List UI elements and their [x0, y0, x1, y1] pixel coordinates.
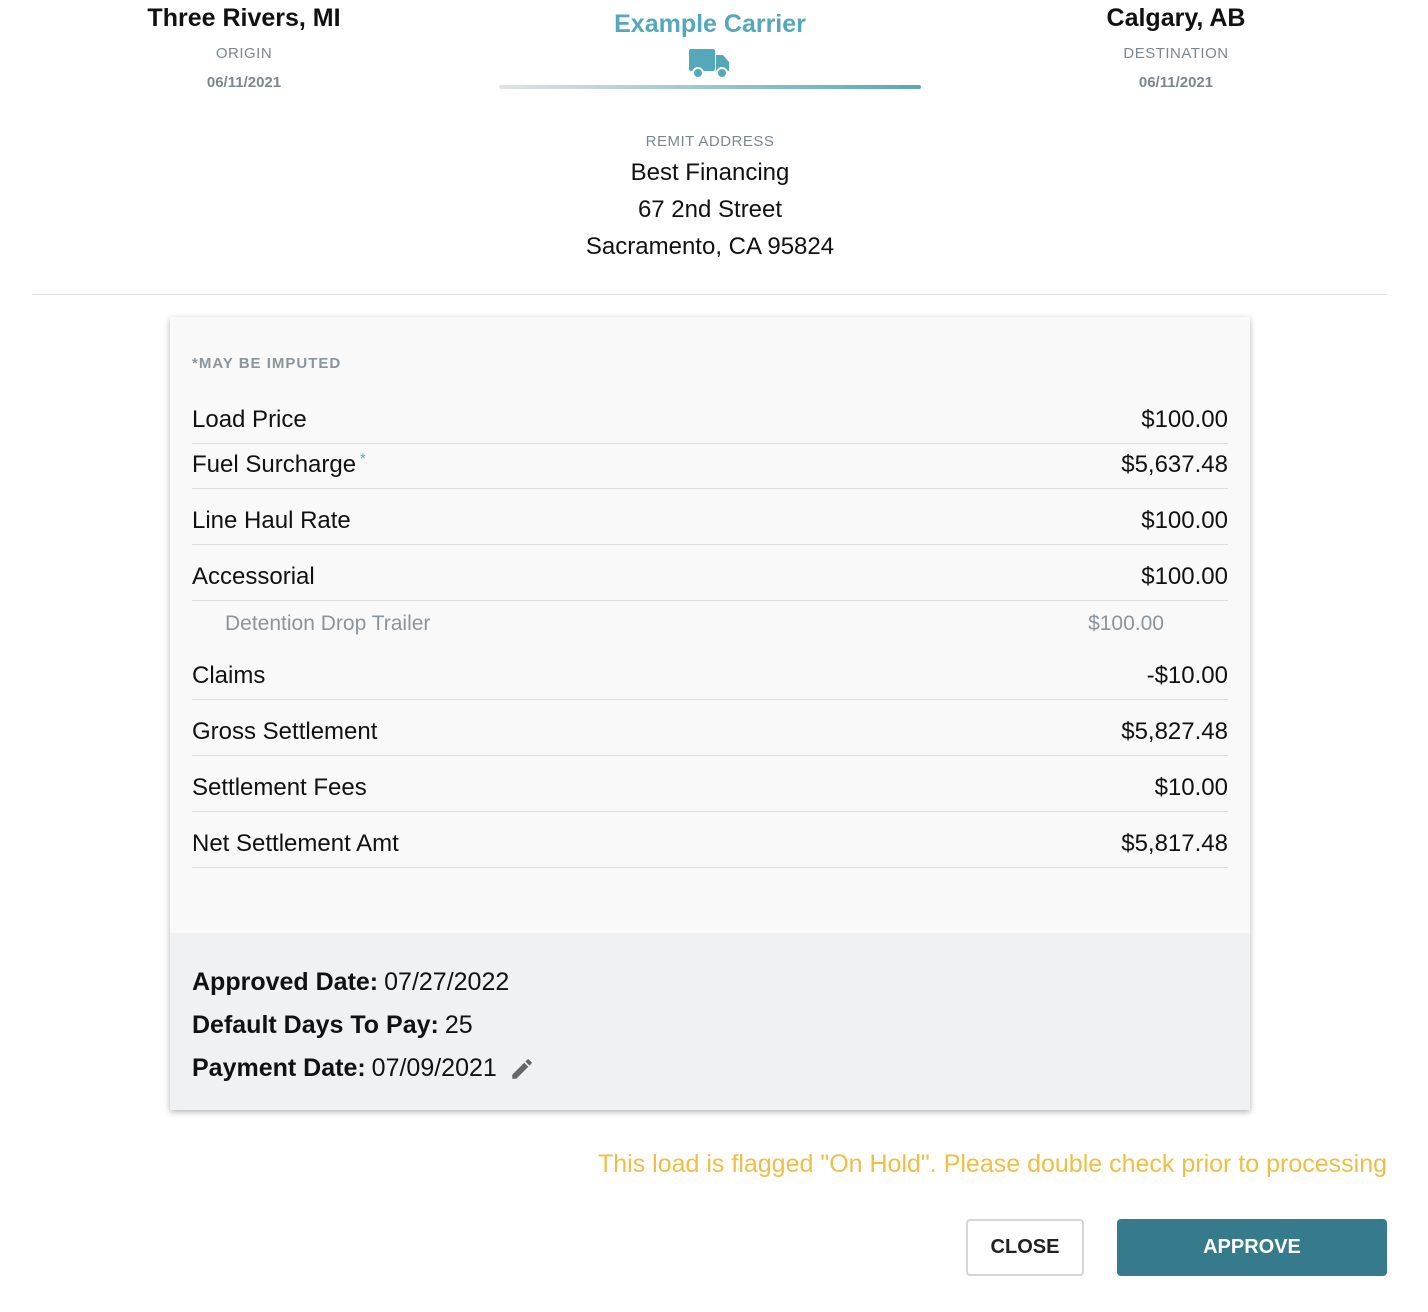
default-days-value: 25: [444, 1011, 473, 1039]
origin: [94, 0, 394, 91]
row-label: Net Settlement Amt: [192, 830, 399, 857]
remit-line: Best Financing: [630, 159, 790, 186]
row-label: Gross Settlement: [192, 718, 378, 745]
row-value: $100.00: [1141, 563, 1228, 590]
settlement-rows: [192, 400, 1228, 868]
table-row: [192, 756, 1228, 812]
route-progress-bar: [499, 85, 921, 89]
imputed-note: *MAY BE IMPUTED: [192, 355, 342, 372]
approved-date: [192, 961, 1228, 1004]
destination: [1026, 0, 1326, 91]
carrier: [499, 10, 921, 89]
remit-address: [400, 133, 1020, 261]
row-value: $100.00: [1141, 507, 1228, 534]
origin-city: Three Rivers, MI: [147, 4, 341, 32]
row-label: Accessorial: [192, 563, 315, 590]
remit-line: 67 2nd Street: [637, 196, 783, 223]
destination-date: 06/11/2021: [1138, 74, 1214, 91]
remit-line: Sacramento, CA 95824: [585, 233, 835, 260]
imputed-marker: *: [360, 450, 366, 466]
row-label: Settlement Fees: [192, 774, 367, 801]
table-row: [192, 489, 1228, 545]
table-subrow: [192, 601, 1228, 646]
truck-icon: [499, 49, 921, 81]
payment-date: [192, 1047, 1228, 1090]
row-value: -$10.00: [1146, 662, 1228, 689]
table-row: [192, 444, 1228, 489]
table-row: [192, 646, 1228, 700]
origin-label: ORIGIN: [215, 45, 273, 62]
row-label: Load Price: [192, 406, 307, 433]
pencil-icon[interactable]: [509, 1056, 535, 1082]
default-days-label: Default Days To Pay:: [192, 1011, 439, 1039]
row-value: $100.00: [1141, 406, 1228, 433]
table-row: [192, 700, 1228, 756]
close-button[interactable]: CLOSE: [966, 1219, 1084, 1276]
row-label: Line Haul Rate: [192, 507, 351, 534]
row-label: Claims: [192, 662, 266, 689]
payment-date-value: 07/09/2021: [371, 1054, 497, 1082]
destination-city: Calgary, AB: [1106, 4, 1246, 32]
remit-label: REMIT ADDRESS: [645, 133, 775, 150]
table-row: [192, 400, 1228, 444]
row-value: $10.00: [1154, 774, 1228, 801]
carrier-name: Example Carrier: [614, 10, 806, 38]
divider: [32, 294, 1387, 295]
payment-info: [170, 933, 1250, 1110]
row-value: $5,817.48: [1121, 830, 1228, 857]
payment-date-label: Payment Date:: [192, 1054, 366, 1082]
destination-label: DESTINATION: [1123, 45, 1229, 62]
on-hold-warning: This load is flagged "On Hold". Please double check prior to processing: [597, 1150, 1387, 1178]
row-label: Fuel Surcharge: [192, 451, 357, 478]
table-row: [192, 545, 1228, 601]
row-value: $5,827.48: [1121, 718, 1228, 745]
approved-date-value: 07/27/2022: [384, 968, 510, 996]
table-row: [192, 812, 1228, 868]
row-value: $100.00: [1088, 611, 1164, 635]
settlement-card: [170, 317, 1250, 1110]
origin-date: 06/11/2021: [206, 74, 282, 91]
approved-date-label: Approved Date:: [192, 968, 379, 996]
row-label: Detention Drop Trailer: [225, 611, 431, 635]
approve-button[interactable]: APPROVE: [1117, 1219, 1387, 1276]
row-value: $5,637.48: [1121, 451, 1228, 478]
default-days: [192, 1004, 1228, 1047]
